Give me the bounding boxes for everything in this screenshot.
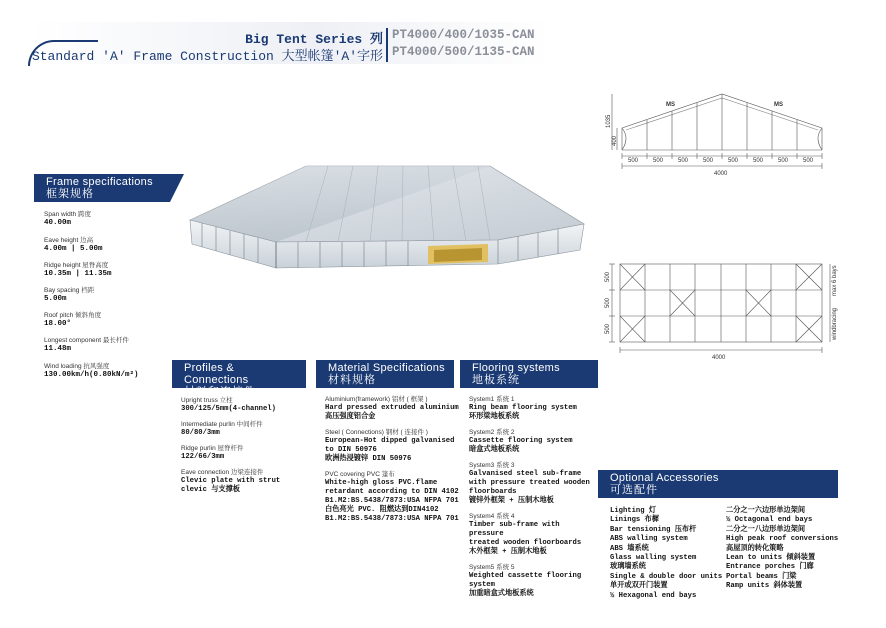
plan-side-dim: 500 xyxy=(605,271,611,282)
profile-value: Clevic plate with strut xyxy=(181,477,281,485)
total-width-dim: 4000 xyxy=(714,171,728,177)
accessory-item: 单开或双开门装置 xyxy=(610,582,668,591)
header-notch xyxy=(170,174,184,202)
accessories-title-cn: 可选配件 xyxy=(610,484,658,496)
flooring-line: floorboards xyxy=(469,488,517,496)
flooring-line: Cassette flooring system xyxy=(469,437,573,445)
ms-label-right: MS xyxy=(774,102,783,108)
accessory-item: Linings 布樨 xyxy=(610,516,659,525)
materials-title-en: Material Specifications xyxy=(328,362,445,374)
accessory-item: ABS walling system xyxy=(610,535,688,544)
accessory-item: 玻璃墙系统 xyxy=(610,563,646,572)
dim-height-eave: 400 xyxy=(612,135,618,146)
material-line: Hard pressed extruded aluminium xyxy=(325,404,459,412)
accessory-item: ½ Octagonal end bays xyxy=(726,516,813,525)
flooring-title-cn: 地板系统 xyxy=(472,374,520,386)
profiles-list xyxy=(181,396,316,495)
accessory-item: Lean to units 倾斜装置 xyxy=(726,554,816,563)
series-subtitle: Standard 'A' Frame Construction 大型帐篷'A'字形 xyxy=(31,49,383,64)
material-label: Aluminium(framework) 铝材 ( 框架 ) xyxy=(325,396,428,403)
plan-side-dim: 500 xyxy=(605,323,611,334)
frame-specs-title-cn: 框架规格 xyxy=(46,188,94,200)
accessory-item: ABS 墙系统 xyxy=(610,544,649,553)
accessory-item: High peak roof conversions xyxy=(726,535,839,544)
accessories-col-2 xyxy=(726,507,846,592)
max-bays-label: max 6 bays xyxy=(832,265,838,296)
accessory-item: Bar tensioning 压布杆 xyxy=(610,525,697,534)
frame-specs-header xyxy=(34,174,170,202)
materials-title-cn: 材料规格 xyxy=(328,374,376,386)
material-line: European-Hot dipped galvanised xyxy=(325,437,455,445)
spec-value: 10.35m | 11.35m xyxy=(44,270,112,278)
spec-value: 130.00km/h(0.80kN/m²) xyxy=(44,371,139,379)
flooring-line: Galvanised steel sub-frame xyxy=(469,470,582,478)
accessories-title-en: Optional Accessories xyxy=(610,472,719,484)
header-divider xyxy=(386,28,388,62)
bay-dim: 500 xyxy=(653,158,664,164)
bay-dim: 500 xyxy=(678,158,689,164)
bay-dim: 500 xyxy=(728,158,739,164)
spec-label: Span width 跨度 xyxy=(44,211,91,218)
flooring-line: 木外框架 + 压制木地板 xyxy=(469,548,547,556)
flooring-label: System2 系统 2 xyxy=(469,429,515,436)
flooring-line: Timber sub-frame with pressure xyxy=(469,521,560,538)
frame-specs-title-en: Frame specifications xyxy=(46,176,153,188)
spec-label: Longest component 最长杆件 xyxy=(44,337,129,344)
material-line: B1.M2:BS.5438/7873:USA NFPA 701 xyxy=(325,515,459,523)
profile-label: Eave connection 边梁连接件 xyxy=(181,469,264,476)
spec-value: 5.00m xyxy=(44,295,67,303)
profile-value-cn: clevic 与支撑板 xyxy=(181,486,240,494)
ms-label-left: MS xyxy=(666,102,675,108)
bay-dim: 500 xyxy=(778,158,789,164)
accessory-item: ½ Hexagonal end bays xyxy=(610,591,697,600)
flooring-line: treated wooden floorboards xyxy=(469,539,582,547)
flooring-line: Weighted cassette flooring xyxy=(469,572,582,580)
flooring-line: 镀锌外框架 + 压制木地板 xyxy=(469,497,554,505)
material-line: 欧洲热浸镀锌 DIN 50976 xyxy=(325,455,412,463)
bay-dim: 500 xyxy=(628,158,639,164)
spec-label: Wind loading 抗风强度 xyxy=(44,363,110,370)
profile-label: Upright truss 立柱 xyxy=(181,397,233,404)
accessory-item: Glass walling system xyxy=(610,554,697,563)
spec-value: 18.00° xyxy=(44,320,72,328)
spec-label: Ridge height 屋脊高度 xyxy=(44,262,109,269)
flooring-line: with pressure treated wooden xyxy=(469,479,590,487)
spec-label: Bay spacing 档距 xyxy=(44,287,95,294)
profile-label: Ridge purlin 屋脊杆件 xyxy=(181,445,244,452)
product-code-1: PT4000/400/1035-CAN xyxy=(392,28,535,42)
spec-value: 4.00m | 5.00m xyxy=(44,245,103,253)
accessory-item: Lighting 灯 xyxy=(610,507,657,515)
material-line: B1.M2:BS.5438/7873:USA NFPA 701 xyxy=(325,497,459,505)
accessory-item: Portal beams 门梁 xyxy=(726,572,797,581)
material-line: 高压强度铝合金 xyxy=(325,413,376,421)
profiles-title-cn: 材料和连接件 xyxy=(184,386,256,398)
material-label: Steel ( Connections) 钢材 ( 连接件 ) xyxy=(325,429,428,436)
material-line: 白色亮光 PVC. 阻燃达到DIN4102 xyxy=(325,506,439,514)
flooring-title-en: Flooring systems xyxy=(472,362,560,374)
tent-illustration xyxy=(188,160,586,280)
accessory-item: Ramp units 斜体装置 xyxy=(726,582,803,591)
elevation-drawing xyxy=(600,86,840,182)
bay-dim: 500 xyxy=(703,158,714,164)
spec-value: 11.48m xyxy=(44,345,72,353)
flooring-label: System4 系统 4 xyxy=(469,513,515,520)
material-label: PVC covering PVC 篷布 xyxy=(325,471,395,478)
accessory-item: 二分之一八边形单边架间 xyxy=(726,525,806,534)
accessory-item: 高屋顶的转化策略 xyxy=(726,544,784,553)
flooring-line: 环形梁地板系统 xyxy=(469,413,520,421)
profiles-header xyxy=(172,360,306,398)
flooring-label: System3 系统 3 xyxy=(469,462,515,469)
plan-side-dim: 500 xyxy=(605,297,611,308)
profile-value: 122/66/3mm xyxy=(181,453,225,461)
flooring-line: Ring beam flooring system xyxy=(469,404,577,412)
plan-total-width: 4000 xyxy=(712,355,726,361)
accessory-item: Entrance porches 门廊 xyxy=(726,563,814,572)
spec-label: Roof pitch 倾斜角度 xyxy=(44,312,102,319)
materials-list xyxy=(325,395,460,524)
flooring-list xyxy=(469,395,591,599)
spec-label: Eave height 边高 xyxy=(44,237,94,244)
flooring-line: 暗盒式地板系统 xyxy=(469,446,520,454)
accessory-item: 二分之一六边形单边架间 xyxy=(726,507,806,515)
bay-dim: 500 xyxy=(803,158,814,164)
spec-value: 40.00m xyxy=(44,219,72,227)
flooring-header xyxy=(460,360,598,388)
materials-header xyxy=(316,360,454,388)
dim-height-total: 1035 xyxy=(606,114,612,128)
product-code-2: PT4000/500/1135-CAN xyxy=(392,45,535,59)
profile-value: 80/80/3mm xyxy=(181,429,220,437)
plan-drawing xyxy=(600,256,845,362)
flooring-label: System5 系统 5 xyxy=(469,564,515,571)
bay-dim: 500 xyxy=(753,158,764,164)
flooring-line: 加重暗盒式地板系统 xyxy=(469,590,534,598)
profiles-title-en: Profiles & Connections xyxy=(184,362,249,386)
accessory-item: Single & double door units xyxy=(610,572,723,581)
material-line: to DIN 50976 xyxy=(325,446,377,454)
material-line: retardant according to DIN 4102 xyxy=(325,488,459,496)
profile-value: 300/125/5mm(4-channel) xyxy=(181,405,276,413)
series-title: Big Tent Series 列 xyxy=(245,32,383,47)
profile-label: Intermediate purlin 中间杆件 xyxy=(181,421,263,428)
windbracing-label: windbracing xyxy=(832,307,838,340)
flooring-line: system xyxy=(469,581,495,589)
accessories-header xyxy=(598,470,838,498)
flooring-label: System1 系统 1 xyxy=(469,396,515,403)
accessories-col-1 xyxy=(610,507,722,601)
material-line: White-high gloss PVC.flame xyxy=(325,479,438,487)
